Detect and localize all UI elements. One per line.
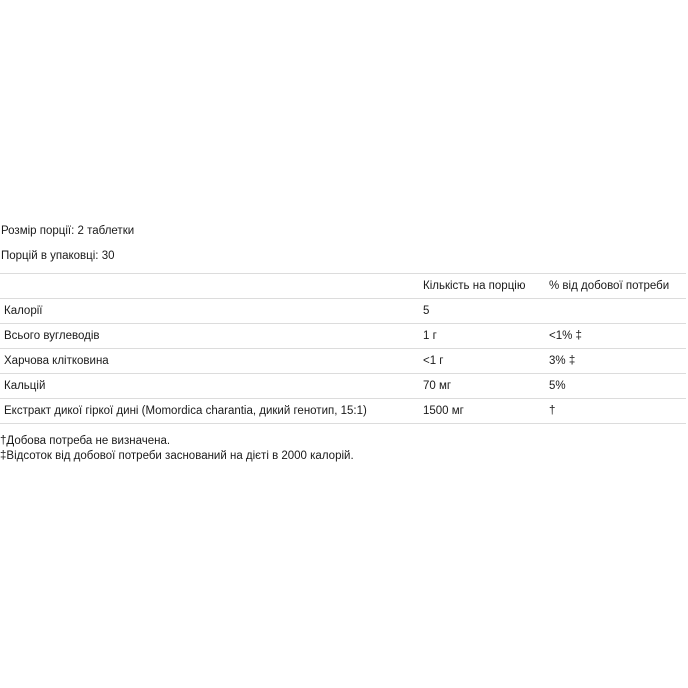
- row-daily-value: 3% ‡: [545, 349, 686, 374]
- row-name: Всього вуглеводів: [0, 324, 419, 349]
- table-row: [0, 374, 686, 399]
- table-header-row: [0, 274, 686, 299]
- supplement-facts: [0, 222, 686, 464]
- row-name: Кальцій: [0, 374, 419, 399]
- row-name: Екстракт дикої гіркої дині (Momordica charantia, дикий генотип, 15:1): [0, 399, 419, 424]
- row-name: Калорії: [0, 299, 419, 324]
- row-amount: 1500 мг: [419, 399, 545, 424]
- footnote-dagger: †Добова потреба не визначена.: [0, 435, 171, 447]
- footnotes: [0, 434, 686, 464]
- row-name: Харчова клітковина: [0, 349, 419, 374]
- row-amount: 70 мг: [419, 374, 545, 399]
- row-amount: 1 г: [419, 324, 545, 349]
- footnote-double-dagger: ‡Відсоток від добової потреби заснований на дієті в 2000 калорій.: [0, 450, 354, 462]
- table-row: [0, 349, 686, 374]
- serving-size: Розмір порції: 2 таблетки: [1, 225, 135, 237]
- row-daily-value: <1% ‡: [545, 324, 686, 349]
- table-row: [0, 324, 686, 349]
- table-row: [0, 399, 686, 424]
- nutrition-table: [0, 273, 686, 424]
- table-row: [0, 299, 686, 324]
- row-daily-value: 5%: [545, 374, 686, 399]
- header-amount: Кількість на порцію: [419, 274, 545, 299]
- row-amount: 5: [419, 299, 545, 324]
- header-daily-value: % від добової потреби: [545, 274, 686, 299]
- servings-per-container: Порцій в упаковці: 30: [1, 250, 115, 262]
- row-daily-value: †: [545, 399, 686, 424]
- row-daily-value: [545, 299, 686, 324]
- header-name: [0, 274, 419, 299]
- row-amount: <1 г: [419, 349, 545, 374]
